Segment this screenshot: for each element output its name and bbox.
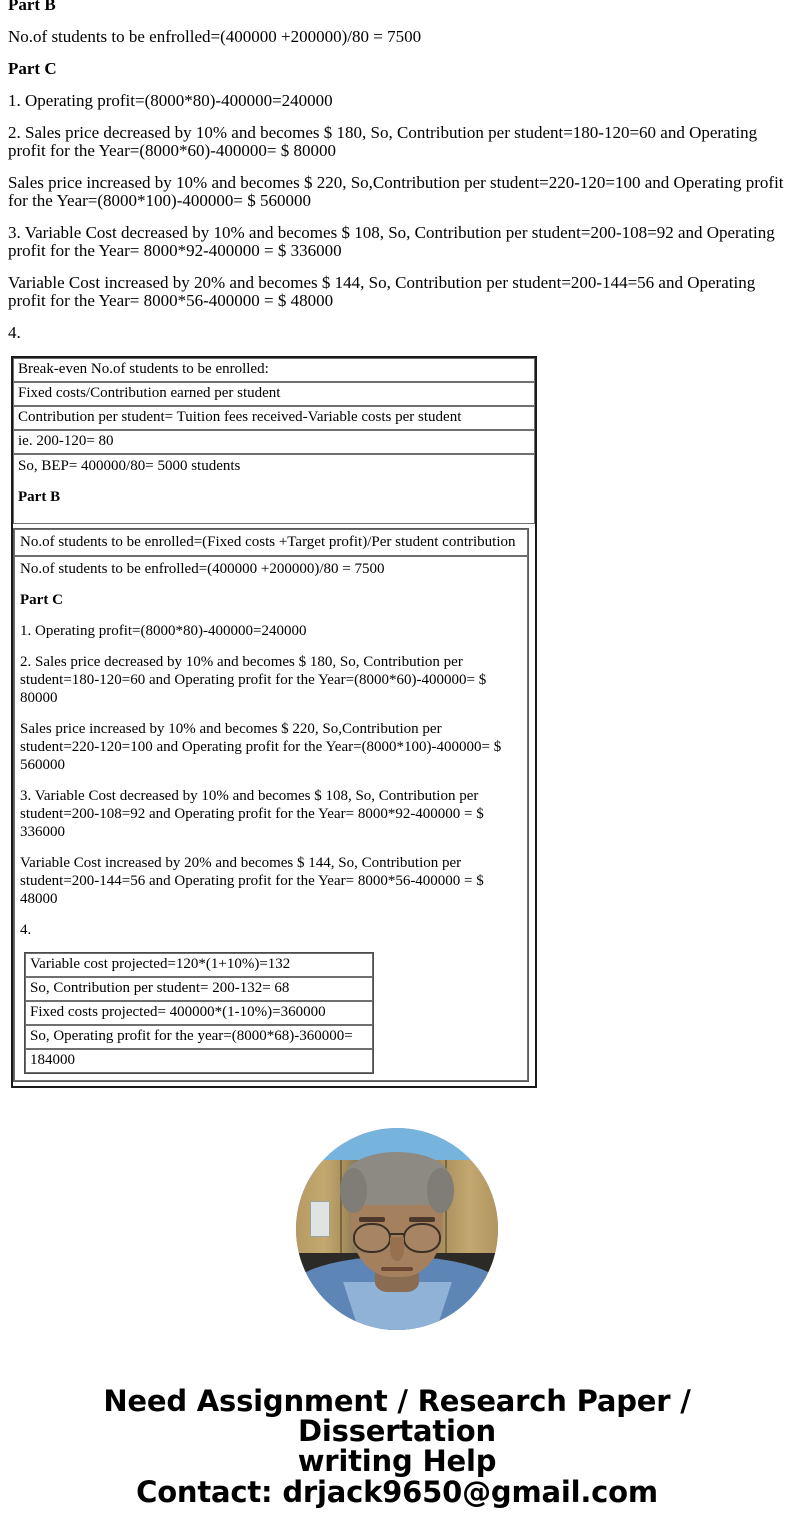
paragraph-varcost-increase: Variable Cost increased by 20% and becomes $ 144, So, Contribution per student=200-144=56 and Operating profit for the Year= 8000*56-400000 = $ 48000 [8, 273, 756, 310]
photo-hair-left [340, 1168, 366, 1212]
table-row [14, 556, 528, 1081]
table-row [25, 1025, 373, 1049]
cell-part-c-body [14, 556, 528, 1081]
cell-nested-container [13, 524, 535, 1086]
cell-operating-profit-value: 184000 [25, 1049, 373, 1073]
table-row [25, 1049, 373, 1073]
paragraph-price-decrease: 2. Sales price decreased by 10% and becomes $ 180, So, Contribution per student=180-120=60 and Operating profit for the Year=(8000*60)-400000= $ 80000 [8, 123, 758, 160]
footer-line-1: Need Assignment / Research Paper / Dissertation [103, 1384, 691, 1448]
cell-fixed-costs-projected: Fixed costs projected= 400000*(1-10%)=360000 [25, 1001, 373, 1025]
cell-target-profit-formula: No.of students to be enrolled=(Fixed costs +Target profit)/Per student contribution [14, 529, 528, 556]
cell-bep-result [13, 454, 535, 524]
nested-price-increase: Sales price increased by 10% and becomes $ 220, So,Contribution per student=220-120=100 and Operating profit for the Year=(8000*100)-400000= $ 560000 [20, 721, 502, 773]
paragraph-item-four: 4. [8, 323, 21, 342]
photo-hair-right [427, 1168, 453, 1212]
bep-part-b-heading: Part B [18, 489, 61, 505]
nested-varcost-increase: Variable Cost increased by 20% and becomes $ 144, So, Contribution per student=200-144=56 and Operating profit for the Year= 8000*56-400000 = $ 48000 [20, 855, 484, 907]
target-profit-table [13, 528, 529, 1082]
cell-break-even-title: Break-even No.of students to be enrolled: [13, 358, 535, 382]
table-row-nested [13, 524, 535, 1086]
photo-eyeglass-left [353, 1223, 391, 1253]
nested-item-four: 4. [20, 922, 32, 938]
break-even-table [11, 356, 537, 1088]
portrait-section [0, 1128, 794, 1330]
paragraph-price-increase: Sales price increased by 10% and becomes $ 220, So,Contribution per student=220-120=100 and Operating profit for the Year=(8000*100)-400000= $ 560000 [8, 173, 784, 210]
paragraph-operating-profit: 1. Operating profit=(8000*80)-400000=240000 [8, 91, 333, 110]
table-row [13, 454, 535, 524]
cell-contribution-formula: Contribution per student= Tuition fees received-Variable costs per student [13, 406, 535, 430]
paragraph-enrolled-target: No.of students to be enfrolled=(400000 +200000)/80 = 7500 [8, 27, 422, 46]
photo-eyeglass-right [403, 1223, 441, 1253]
bep-line: So, BEP= 400000/80= 5000 students [18, 458, 241, 474]
avatar [296, 1128, 498, 1330]
cell-operating-profit-formula: So, Operating profit for the year=(8000*68)-360000= [25, 1025, 373, 1049]
photo-eyebrow-left [359, 1217, 385, 1222]
footer-contact-line: Contact: drjack9650@gmail.com [136, 1475, 658, 1509]
nested-heading-part-c: Part C [20, 592, 63, 608]
cell-contribution-projected: So, Contribution per student= 200-132= 68 [25, 977, 373, 1001]
nested-operating-profit: 1. Operating profit=(8000*80)-400000=240000 [20, 623, 307, 639]
table-row [13, 430, 535, 454]
table-row [25, 977, 373, 1001]
photo-mouth [381, 1267, 413, 1271]
document-body [0, 0, 794, 342]
paragraph-varcost-decrease: 3. Variable Cost decreased by 10% and becomes $ 108, So, Contribution per student=200-108=92 and Operating profit for the Year= 8000*92-400000 = $ 336000 [8, 223, 775, 260]
cell-fixed-costs-formula: Fixed costs/Contribution earned per student [13, 382, 535, 406]
nested-enrolled-line: No.of students to be enfrolled=(400000 +200000)/80 = 7500 [20, 561, 385, 577]
nested-price-decrease: 2. Sales price decreased by 10% and becomes $ 180, So, Contribution per student=180-120=60 and Operating profit for the Year=(8000*60)-400000= $ 80000 [20, 654, 487, 706]
footer-line-2: writing Help [297, 1444, 497, 1478]
nested-varcost-decrease: 3. Variable Cost decreased by 10% and becomes $ 108, So, Contribution per student=200-108=92 and Operating profit for the Year= 8000*92-400000 = $ 336000 [20, 788, 484, 840]
table-row [25, 953, 373, 977]
table-row [13, 382, 535, 406]
photo-nose [390, 1237, 404, 1261]
table-row [13, 358, 535, 382]
projected-figures-table [24, 952, 374, 1074]
heading-part-b: Part B [8, 0, 56, 14]
footer-advert [0, 1386, 794, 1507]
photo-wall-switch [310, 1201, 330, 1237]
photo-eyebrow-right [409, 1217, 435, 1222]
cell-contribution-value: ie. 200-120= 80 [13, 430, 535, 454]
table-row [25, 1001, 373, 1025]
heading-part-c: Part C [8, 59, 57, 78]
photo-eyeglass-bridge [389, 1233, 405, 1235]
table-row [13, 406, 535, 430]
table-row [14, 529, 528, 556]
cell-variable-cost-projected: Variable cost projected=120*(1+10%)=132 [25, 953, 373, 977]
